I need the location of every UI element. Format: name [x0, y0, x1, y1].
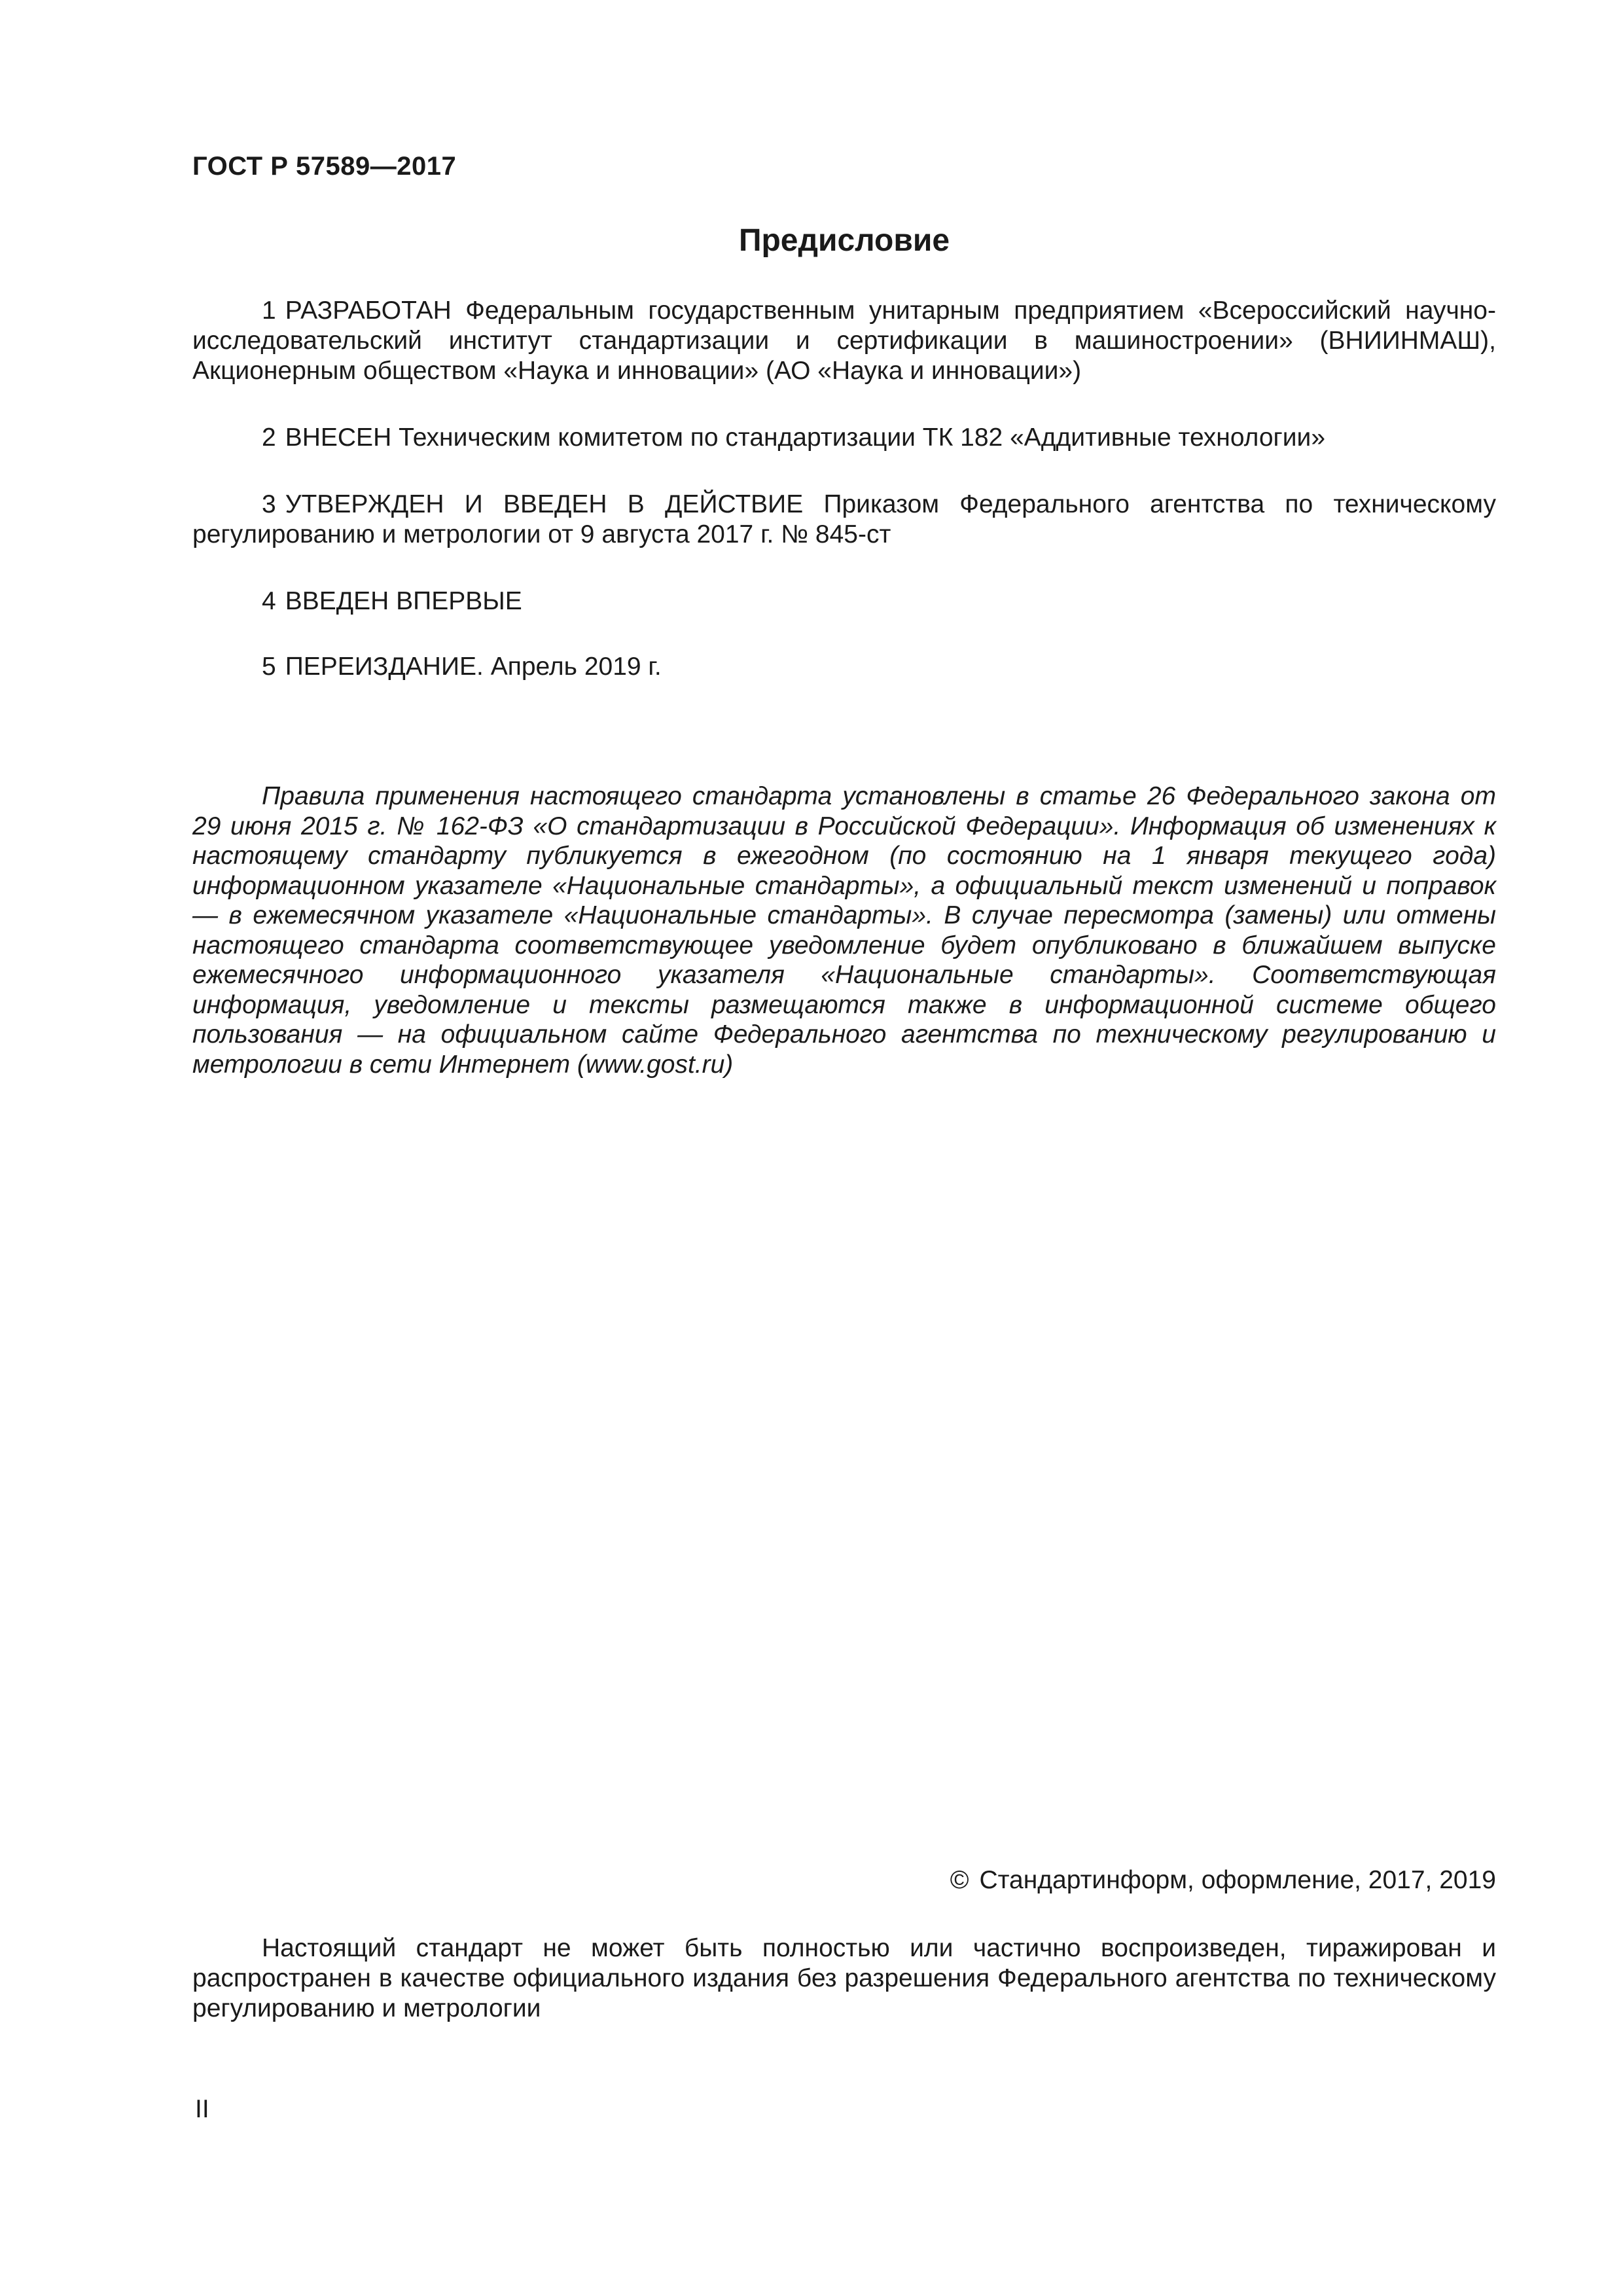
item-lead: ВНЕСЕН: [285, 423, 392, 452]
item-lead: ВВЕДЕН ВПЕРВЫЕ: [285, 587, 522, 615]
list-item: [192, 586, 1496, 617]
list-item: [192, 652, 1496, 682]
item-number: 2: [262, 423, 276, 452]
document-code: ГОСТ Р 57589—2017: [192, 152, 457, 181]
item-number: 3: [262, 490, 276, 518]
item-number: 4: [262, 587, 276, 615]
copyright-text: Стандартинформ, оформление, 2017, 2019: [979, 1866, 1496, 1894]
reproduction-notice: Настоящий стандарт не может быть полностью или частично воспроизведен, тиражирован и распространен в качестве официального издания без разрешения Федерального агентства по техническому регулированию и метрологии: [192, 1934, 1496, 2022]
list-item: [192, 490, 1496, 550]
item-number: 1: [262, 296, 276, 325]
list-item: [192, 296, 1496, 386]
copyright-icon: ©: [950, 1866, 969, 1894]
item-lead: УТВЕРЖДЕН И ВВЕДЕН В ДЕЙСТВИЕ: [285, 490, 804, 518]
list-item: [192, 423, 1496, 453]
item-text: Техническим комитетом по стандартизации ТК 182 «Аддитивные технологии»: [399, 423, 1326, 452]
item-text: Приказом Федерального агентства по техническому регулированию и метрологии от 9 августа 2017 г. № 845-ст: [192, 490, 1496, 548]
page-title: Предисловие: [738, 223, 950, 258]
item-lead: РАЗРАБОТАН: [285, 296, 452, 325]
rules-notice: Правила применения настоящего стандарта установлены в статье 26 Федерального закона от 29 июня 2015 г. № 162-ФЗ «О стандартизации в Российской Федерации». Информация об изменениях к настоящему стандарту публикуется в ежегодном (по состоянию на 1 января текущего года) информационном указателе «Национальные стандарты», а официальный текст изменений и поправок — в ежемесячном указателе «Национальные стандарты». В случае пересмотра (замены) или отмены настоящего стандарта соответствующее уведомление будет опубликовано в ближайшем выпуске ежемесячного информационного указателя «Национальные стандарты». Соответствующая информация, уведомление и тексты размещаются также в информационной системе общего пользования — на официальном сайте Федерального агентства по техническому регулированию и метрологии в сети Интернет (www.gost.ru): [192, 782, 1496, 1079]
page-number: II: [195, 2095, 209, 2123]
item-number: 5: [262, 653, 276, 681]
item-lead: ПЕРЕИЗДАНИЕ.: [285, 653, 484, 681]
item-text: Апрель 2019 г.: [490, 653, 662, 681]
copyright-line: [950, 1865, 1496, 1895]
item-text: Федеральным государственным унитарным предприятием «Всероссийский научно-исследовательский институт стандартизации и сертификации в машиностроении» (ВНИИНМАШ), Акционерным обществом «Наука и инновации» (АО «Наука и инновации»): [192, 296, 1496, 385]
